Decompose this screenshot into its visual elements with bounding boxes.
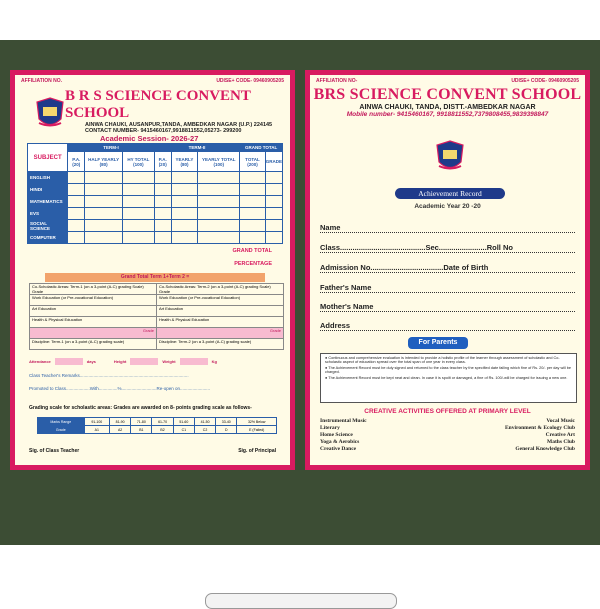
udise-code: UDISE+ CODE- 09460905205 [216,78,284,84]
academic-session: Academic Session- 2026-27 [100,134,199,143]
father-name-field: Father's Name [320,283,575,293]
school-address: AINWA CHAUKI, AUSANPUR,TANDA, AMBEDKAR NAGAR (U.P.) 224145 [85,122,273,128]
header-codes [15,75,290,84]
table-row [28,196,283,208]
list-item: Instrumental Music [320,418,367,424]
grand-total-label: GRAND TOTAL [232,248,272,254]
range-cell: 33-40 [216,418,237,426]
art-education-2: Art Education [157,306,284,317]
school-name: BRS SCIENCE CONVENT SCHOOL [313,86,582,103]
school-address: AINWA CHAUKI, TANDA, DISTT.-AMBEDKAR NAGAR [359,104,536,111]
col-yearly: YEARLY (80) [171,152,198,172]
activities-left-list [320,418,367,453]
bottom-pill-decoration [205,593,397,609]
days-label: days [86,359,96,364]
weight-box [180,358,208,365]
mother-name-field: Mother's Name [320,302,575,312]
work-education-1: Work Education (or Pre-vocational Education) [30,295,157,306]
table-row [28,232,283,244]
list-item: Home Science [320,432,353,438]
range-cell: 71-80 [131,418,152,426]
subject-hindi: HINDI [28,184,68,196]
term1-header: TERM-I [68,144,154,152]
mobile-numbers: Mobile number- 9415460167, 9918811552,7379808455,9839398847 [346,111,549,118]
table-row [28,184,283,196]
grade-cell: C2 [194,426,215,434]
school-name: B R S SCIENCE CONVENT SCHOOL [65,88,251,121]
parent-note-3: ● The Achievement Record must be kept neat and clean. In case it is spoilt or damaged, a fine of Rs. 100/-will be charged for issuing a new one. [325,376,568,380]
parent-note-1: ● Continuous and comprehensive evaluation is intended to provide a holistic profile of the learner through assessment of scholastic and Co- scholastic aspect of education spread over the total span of one year in every class. [325,356,560,364]
list-item: General Knowledge Club [515,446,575,452]
activities-right-list [505,418,575,453]
grade-cell: D [216,426,237,434]
achievement-record-badge: Achievement Record [395,188,505,199]
subject-evs: EVS [28,208,68,220]
list-item: Vocal Music [546,418,575,424]
subject-computer: COMPUTER [28,232,68,244]
parent-note-2: ● The Achievement Record must be duly signed and returned to the class teacher by the specified date failing which fine of Rs. 20/- per day will be charged. [325,366,571,374]
height-label: Height [113,359,127,364]
list-item: Yoga & Aerobics [320,439,360,445]
school-crest-icon [35,97,65,131]
contact-number: CONTACT NUMBER- 9415460167,9918811552,05273- 299200 [85,128,242,134]
affiliation-label: AFFILIATION NO. [21,78,63,84]
work-education-2: Work Education (or Pre-vocational Education) [157,295,284,306]
principal-signature: Sig. of Principal [238,448,276,454]
subject-header: SUBJECT [28,144,68,172]
marks-table [27,143,283,244]
address-field: Address [320,321,575,331]
col-half-yearly: HALF YEARLY (80) [85,152,123,172]
grand-total-bar: Grand Total Term 1+Term 2 = [45,273,265,282]
kg-label: Kg [211,359,217,364]
art-education-1: Art Education [30,306,157,317]
blank-grade-1: Grade [30,328,157,339]
admission-field: Admission No...................................Date of Birth [320,263,575,273]
name-field: Name [320,223,575,233]
grade-cell: B1 [131,426,152,434]
grade-cell: B2 [152,426,173,434]
height-box [130,358,158,365]
grand-total-header: GRAND TOTAL [240,144,283,152]
col-yearly-total: YEARLY TOTAL (100) [198,152,240,172]
list-item: Environment & Ecology Club [504,425,575,431]
list-item: Literary [320,425,340,431]
table-row [28,220,283,232]
teacher-signature: Sig. of Class Teacher [29,448,80,454]
affiliation-label: AFFILIATION NO- [316,78,358,84]
subject-social-science: SOCIAL SCIENCE [28,220,68,232]
discipline-term1: Discipline: Term-1 (on a 3-point (A-C) grading scale) [30,339,157,350]
list-item: Creative Art [545,432,575,438]
grade-cell: A1 [84,426,109,434]
range-cell: 32% Below [237,418,277,426]
weight-label: Weight [162,359,176,364]
range-cell: 91-100 [84,418,109,426]
promoted-line: Promoted to Class...................With...............%............................Re-open on........................ [29,386,211,391]
col-pa2: P.A. (20) [154,152,171,172]
health-education-2: Health & Physical Education [157,317,284,328]
attendance-box [55,358,83,365]
achievement-record-page [305,70,590,470]
col-total: TOTAL (200) [240,152,265,172]
col-pa1: P.A. (20) [68,152,85,172]
grading-title: Grading scale for scholastic areas: Grades are awarded on 8- points grading scale as follows- [29,405,252,411]
col-grade: GRADE [265,152,282,172]
range-cell: 61-70 [152,418,173,426]
class-field: Class.........................................Sec.......................Roll No [320,243,575,253]
parents-notes [320,353,577,403]
subject-english: ENGLISH [28,172,68,184]
table-row [28,172,283,184]
grade-cell: E (Failed) [237,426,277,434]
range-cell: 81-90 [109,418,130,426]
teacher-remarks: Class Teacher's Remarks....................................................................................... [29,373,189,378]
marks-range-header: Marks Range [38,418,85,426]
range-cell: 51-60 [173,418,194,426]
blank-grade-2: Grade [157,328,284,339]
attendance-label: Attendance [29,359,51,364]
for-parents-badge: For Parents [408,337,468,349]
health-education-1: Health & Physical Education [30,317,157,328]
grade-cell: C1 [173,426,194,434]
grading-table [37,417,277,434]
subject-mathematics: MATHEMATICS [28,196,68,208]
table-row [28,208,283,220]
range-cell: 41-50 [194,418,215,426]
col-hy-total: HY TOTAL (100) [123,152,155,172]
term2-header: TERM-II [154,144,240,152]
header-codes [310,75,585,84]
list-item: Maths Club [547,439,575,445]
co-term2-header: Co-Scholastic Areas: Term-2 (on a 3-point (A-C) grading Scale) Grade [157,284,284,295]
co-scholastic-table [29,283,284,350]
co-term1-header: Co-Scholastic Areas: Term-1 (on a 3-point (A-C) grading Scale) Grade [30,284,157,295]
attendance-row [29,358,284,365]
list-item: Creative Dance [320,446,357,452]
discipline-term2: Discipline: Term-2 (on a 3-point (A-C) grading scale) [157,339,284,350]
academic-year: Academic Year 20 -20 [414,203,481,210]
udise-code: UDISE+ CODE- 09460905205 [511,78,579,84]
report-card-page [10,70,295,470]
creative-activities-title: CREATIVE ACTIVITIES OFFERED AT PRIMARY LEVEL [364,408,531,415]
school-crest-icon [435,140,465,174]
grade-header: Grade [38,426,85,434]
percentage-label: PERCENTAGE [234,261,272,267]
grade-cell: A2 [109,426,130,434]
